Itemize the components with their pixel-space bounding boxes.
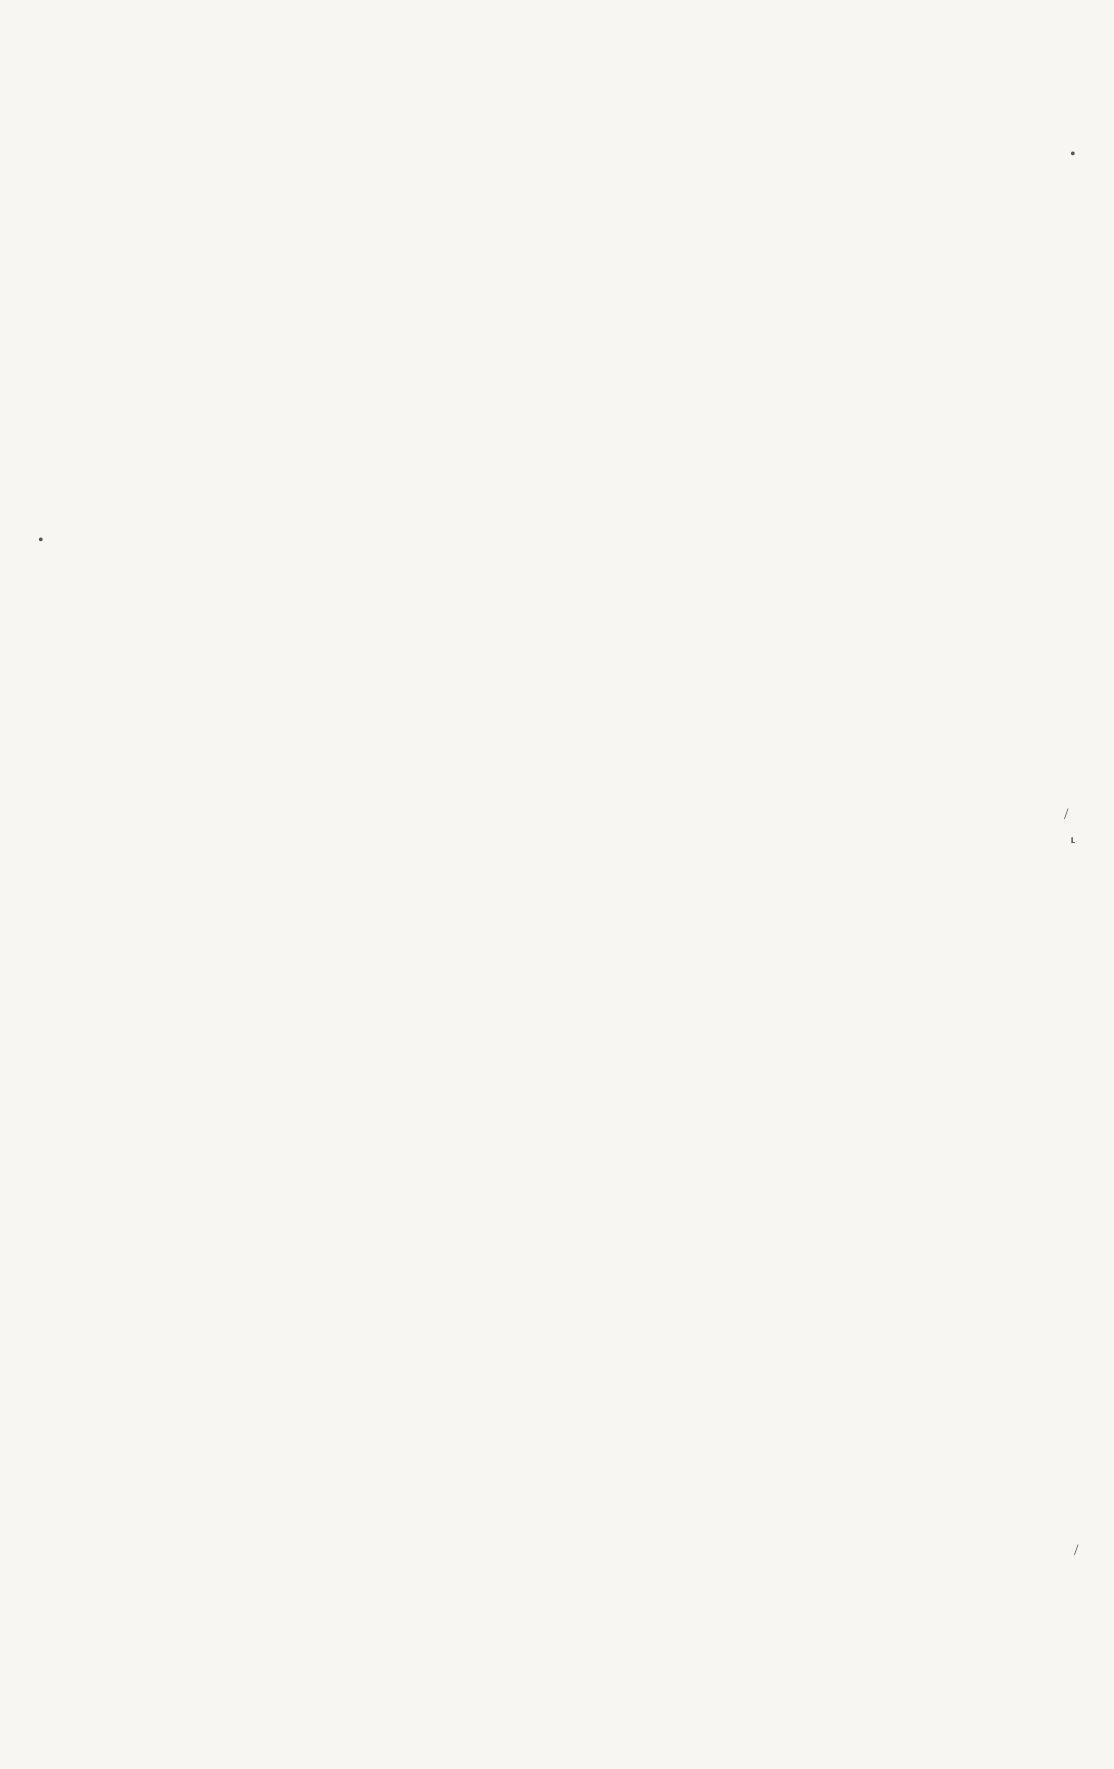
page-body [150,176,960,188]
margin-mark: / [1064,806,1069,823]
margin-mark: ⸤ [1070,828,1077,845]
margin-mark: • [38,532,44,549]
margin-mark: • [1070,146,1076,163]
margin-mark: / [1074,1542,1079,1559]
page-header [160,134,960,164]
